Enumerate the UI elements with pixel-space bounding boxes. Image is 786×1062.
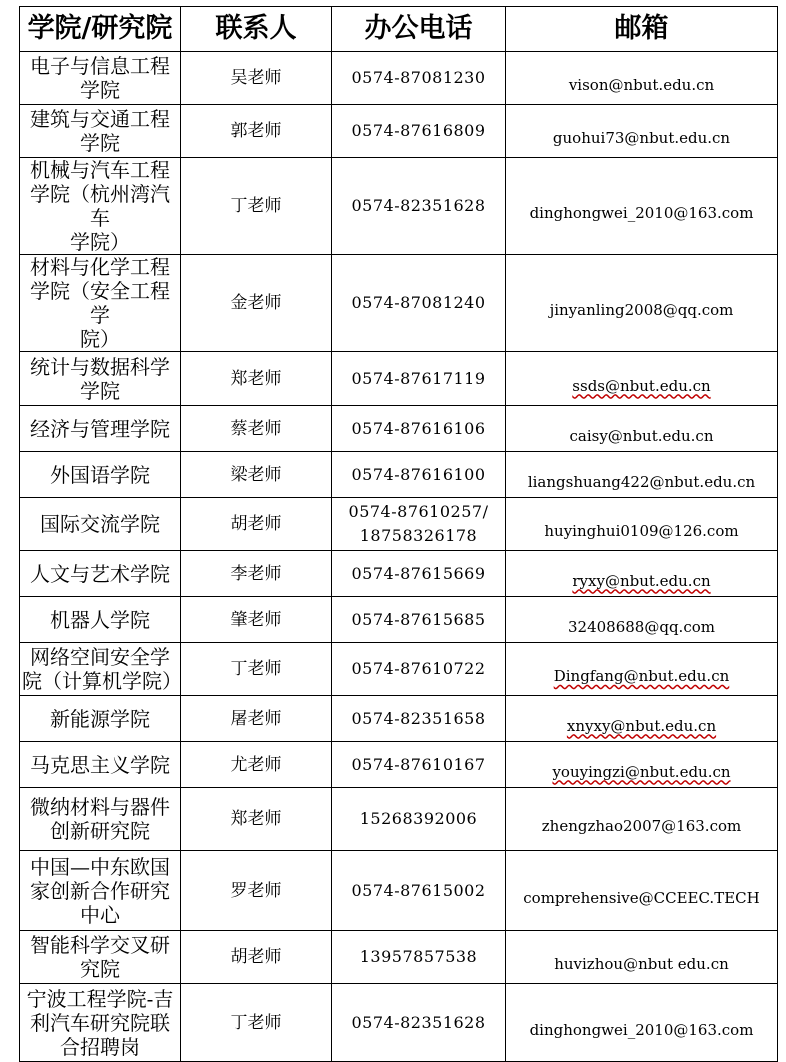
phone-number-line: 0574-87615669 [351,563,486,583]
table-row [20,255,778,352]
table-row [20,406,778,452]
phone-number-line: 0574-82351628 [351,1012,486,1032]
phone-number-line: 0574-87617119 [351,368,486,388]
phone-cell [332,696,506,742]
college-name-line: 学院（杭州湾汽车 [30,182,170,230]
table-row [20,498,778,551]
college-name-line: 材料与化学工程 [30,255,170,279]
email-address: ryxy@nbut.edu.cn [572,571,711,590]
college-name-line: 学院 [80,78,120,102]
contact-cell: 罗老师 [181,851,332,931]
email-address: dinghongwei_2010@163.com [529,1020,754,1039]
contact-cell: 郑老师 [181,788,332,851]
contact-cell: 肇老师 [181,597,332,643]
email-cell [506,696,778,742]
email-cell [506,643,778,696]
contact-cell: 丁老师 [181,643,332,696]
college-cell [20,452,181,498]
college-cell [20,788,181,851]
college-name-line: 经济与管理学院 [30,416,170,441]
email-address: guohui73@nbut.edu.cn [552,129,731,147]
phone-number-line: 0574-87616809 [351,121,486,140]
college-cell [20,597,181,643]
table-row [20,851,778,931]
contact-cell: 胡老师 [181,498,332,551]
college-name-line: 统计与数据科学 [30,354,170,379]
contact-cell: 尤老师 [181,742,332,788]
phone-cell [332,742,506,788]
college-name-line: 微纳材料与器件 [30,795,170,819]
college-cell [20,158,181,255]
email-address: Dingfang@nbut.edu.cn [553,667,730,685]
contact-cell: 李老师 [181,551,332,597]
phone-cell [332,551,506,597]
phone-cell [332,643,506,696]
table-row [20,452,778,498]
contact-cell: 丁老师 [181,158,332,255]
header-email: 邮箱 [506,7,778,52]
phone-number-line: 0574-87610167 [351,754,486,774]
email-cell [506,742,778,788]
phone-number-line: 0574-87615002 [351,880,486,900]
phone-cell [332,158,506,255]
email-cell [506,788,778,851]
table-row [20,105,778,158]
email-address: huyinghui0109@126.com [544,522,739,540]
contact-cell: 吴老师 [181,52,332,105]
college-name-line: 学院 [80,378,120,403]
table-row [20,696,778,742]
phone-cell [332,406,506,452]
phone-cell [332,255,506,352]
college-cell [20,406,181,452]
email-address: liangshuang422@nbut.edu.cn [527,472,756,491]
email-cell [506,931,778,984]
contact-cell: 胡老师 [181,931,332,984]
contact-cell: 郭老师 [181,105,332,158]
college-name-line: 马克思主义学院 [30,752,170,777]
college-cell [20,52,181,105]
college-name-line: 院（计算机学院） [22,669,182,693]
email-cell [506,597,778,643]
college-name-line: 网络空间安全学 [30,645,170,669]
email-address: zhengzhao2007@163.com [541,817,742,835]
college-cell [20,984,181,1062]
phone-number-line: 0574-82351628 [351,196,486,215]
email-address: caisy@nbut.edu.cn [569,426,714,445]
contact-cell: 梁老师 [181,452,332,498]
phone-number-line: 15268392006 [359,809,478,828]
phone-number-line: 0574-87610257/ [348,502,489,521]
college-cell [20,696,181,742]
phone-cell [332,452,506,498]
contact-cell: 丁老师 [181,984,332,1062]
email-cell [506,551,778,597]
college-cell [20,931,181,984]
recruitment-contact-table [19,6,778,1062]
email-address: xnyxy@nbut.edu.cn [566,716,717,735]
email-cell [506,52,778,105]
contact-cell: 屠老师 [181,696,332,742]
college-name-line: 电子与信息工程 [30,54,170,78]
phone-number-line: 0574-87616100 [351,464,486,484]
email-cell [506,255,778,352]
email-cell [506,984,778,1062]
table-row [20,643,778,696]
phone-cell [332,105,506,158]
email-cell [506,406,778,452]
email-cell [506,352,778,406]
college-name-line: 学院） [70,230,130,254]
college-cell [20,255,181,352]
college-name-line: 智能科学交叉研 [30,933,170,957]
college-name-line: 利汽车研究院联 [30,1010,170,1035]
table-row [20,52,778,105]
email-address: ssds@nbut.edu.cn [572,376,711,395]
table-row [20,597,778,643]
college-name-line: 中国—中东欧国 [30,854,170,879]
college-name-line: 外国语学院 [50,462,150,487]
phone-cell [332,352,506,406]
header-phone: 办公电话 [332,7,506,52]
table-row [20,742,778,788]
table-row [20,788,778,851]
college-name-line: 院） [80,327,120,351]
email-address: dinghongwei_2010@163.com [529,204,754,222]
phone-cell [332,984,506,1062]
college-name-line: 机械与汽车工程 [30,158,170,182]
college-name-line: 建筑与交通工程 [30,107,170,131]
college-name-line: 合招聘岗 [60,1034,140,1059]
table-row [20,931,778,984]
college-cell [20,851,181,931]
header-college: 学院/研究院 [20,7,181,52]
contact-cell: 蔡老师 [181,406,332,452]
phone-cell [332,931,506,984]
header-contact: 联系人 [181,7,332,52]
contact-cell: 郑老师 [181,352,332,406]
email-cell [506,498,778,551]
college-name-line: 学院（安全工程学 [30,279,170,327]
email-address: huvizhou@nbut edu.cn [554,955,729,973]
phone-cell [332,498,506,551]
college-cell [20,352,181,406]
table-row [20,352,778,406]
college-cell [20,498,181,551]
phone-number-line: 0574-82351658 [351,708,486,728]
college-name-line: 创新研究院 [50,819,150,843]
college-name-line: 宁波工程学院-吉 [26,986,174,1011]
phone-number-line: 13957857538 [359,947,478,966]
phone-cell [332,52,506,105]
phone-cell [332,851,506,931]
email-address: 32408688@qq.com [568,617,715,636]
phone-number-line: 0574-87081240 [351,293,486,312]
college-cell [20,643,181,696]
college-name-line: 新能源学院 [50,706,150,731]
table-row [20,984,778,1062]
college-name-line: 机器人学院 [50,607,150,632]
table-row [20,551,778,597]
email-address: jinyanling2008@qq.com [549,301,734,319]
email-address: vison@nbut.edu.cn [568,76,715,94]
college-cell [20,551,181,597]
college-name-line: 中心 [80,902,120,927]
email-cell [506,452,778,498]
email-address: youyingzi@nbut.edu.cn [552,762,731,781]
header-row [20,7,778,52]
phone-number-line: 0574-87616106 [351,418,486,438]
email-cell [506,851,778,931]
college-name-line: 学院 [80,131,120,155]
phone-number-line: 0574-87615685 [351,609,486,629]
email-cell [506,158,778,255]
contact-cell: 金老师 [181,255,332,352]
email-cell [506,105,778,158]
email-address: comprehensive@CCEEC.TECH [523,888,760,907]
college-name-line: 国际交流学院 [40,512,160,536]
college-cell [20,105,181,158]
table-row [20,158,778,255]
college-name-line: 人文与艺术学院 [30,561,170,586]
phone-number-line: 0574-87081230 [351,68,486,87]
college-name-line: 究院 [80,957,120,981]
phone-number-line: 0574-87610722 [351,659,486,678]
phone-cell [332,597,506,643]
phone-number-line: 18758326178 [359,526,478,545]
phone-cell [332,788,506,851]
college-cell [20,742,181,788]
college-name-line: 家创新合作研究 [30,878,170,903]
